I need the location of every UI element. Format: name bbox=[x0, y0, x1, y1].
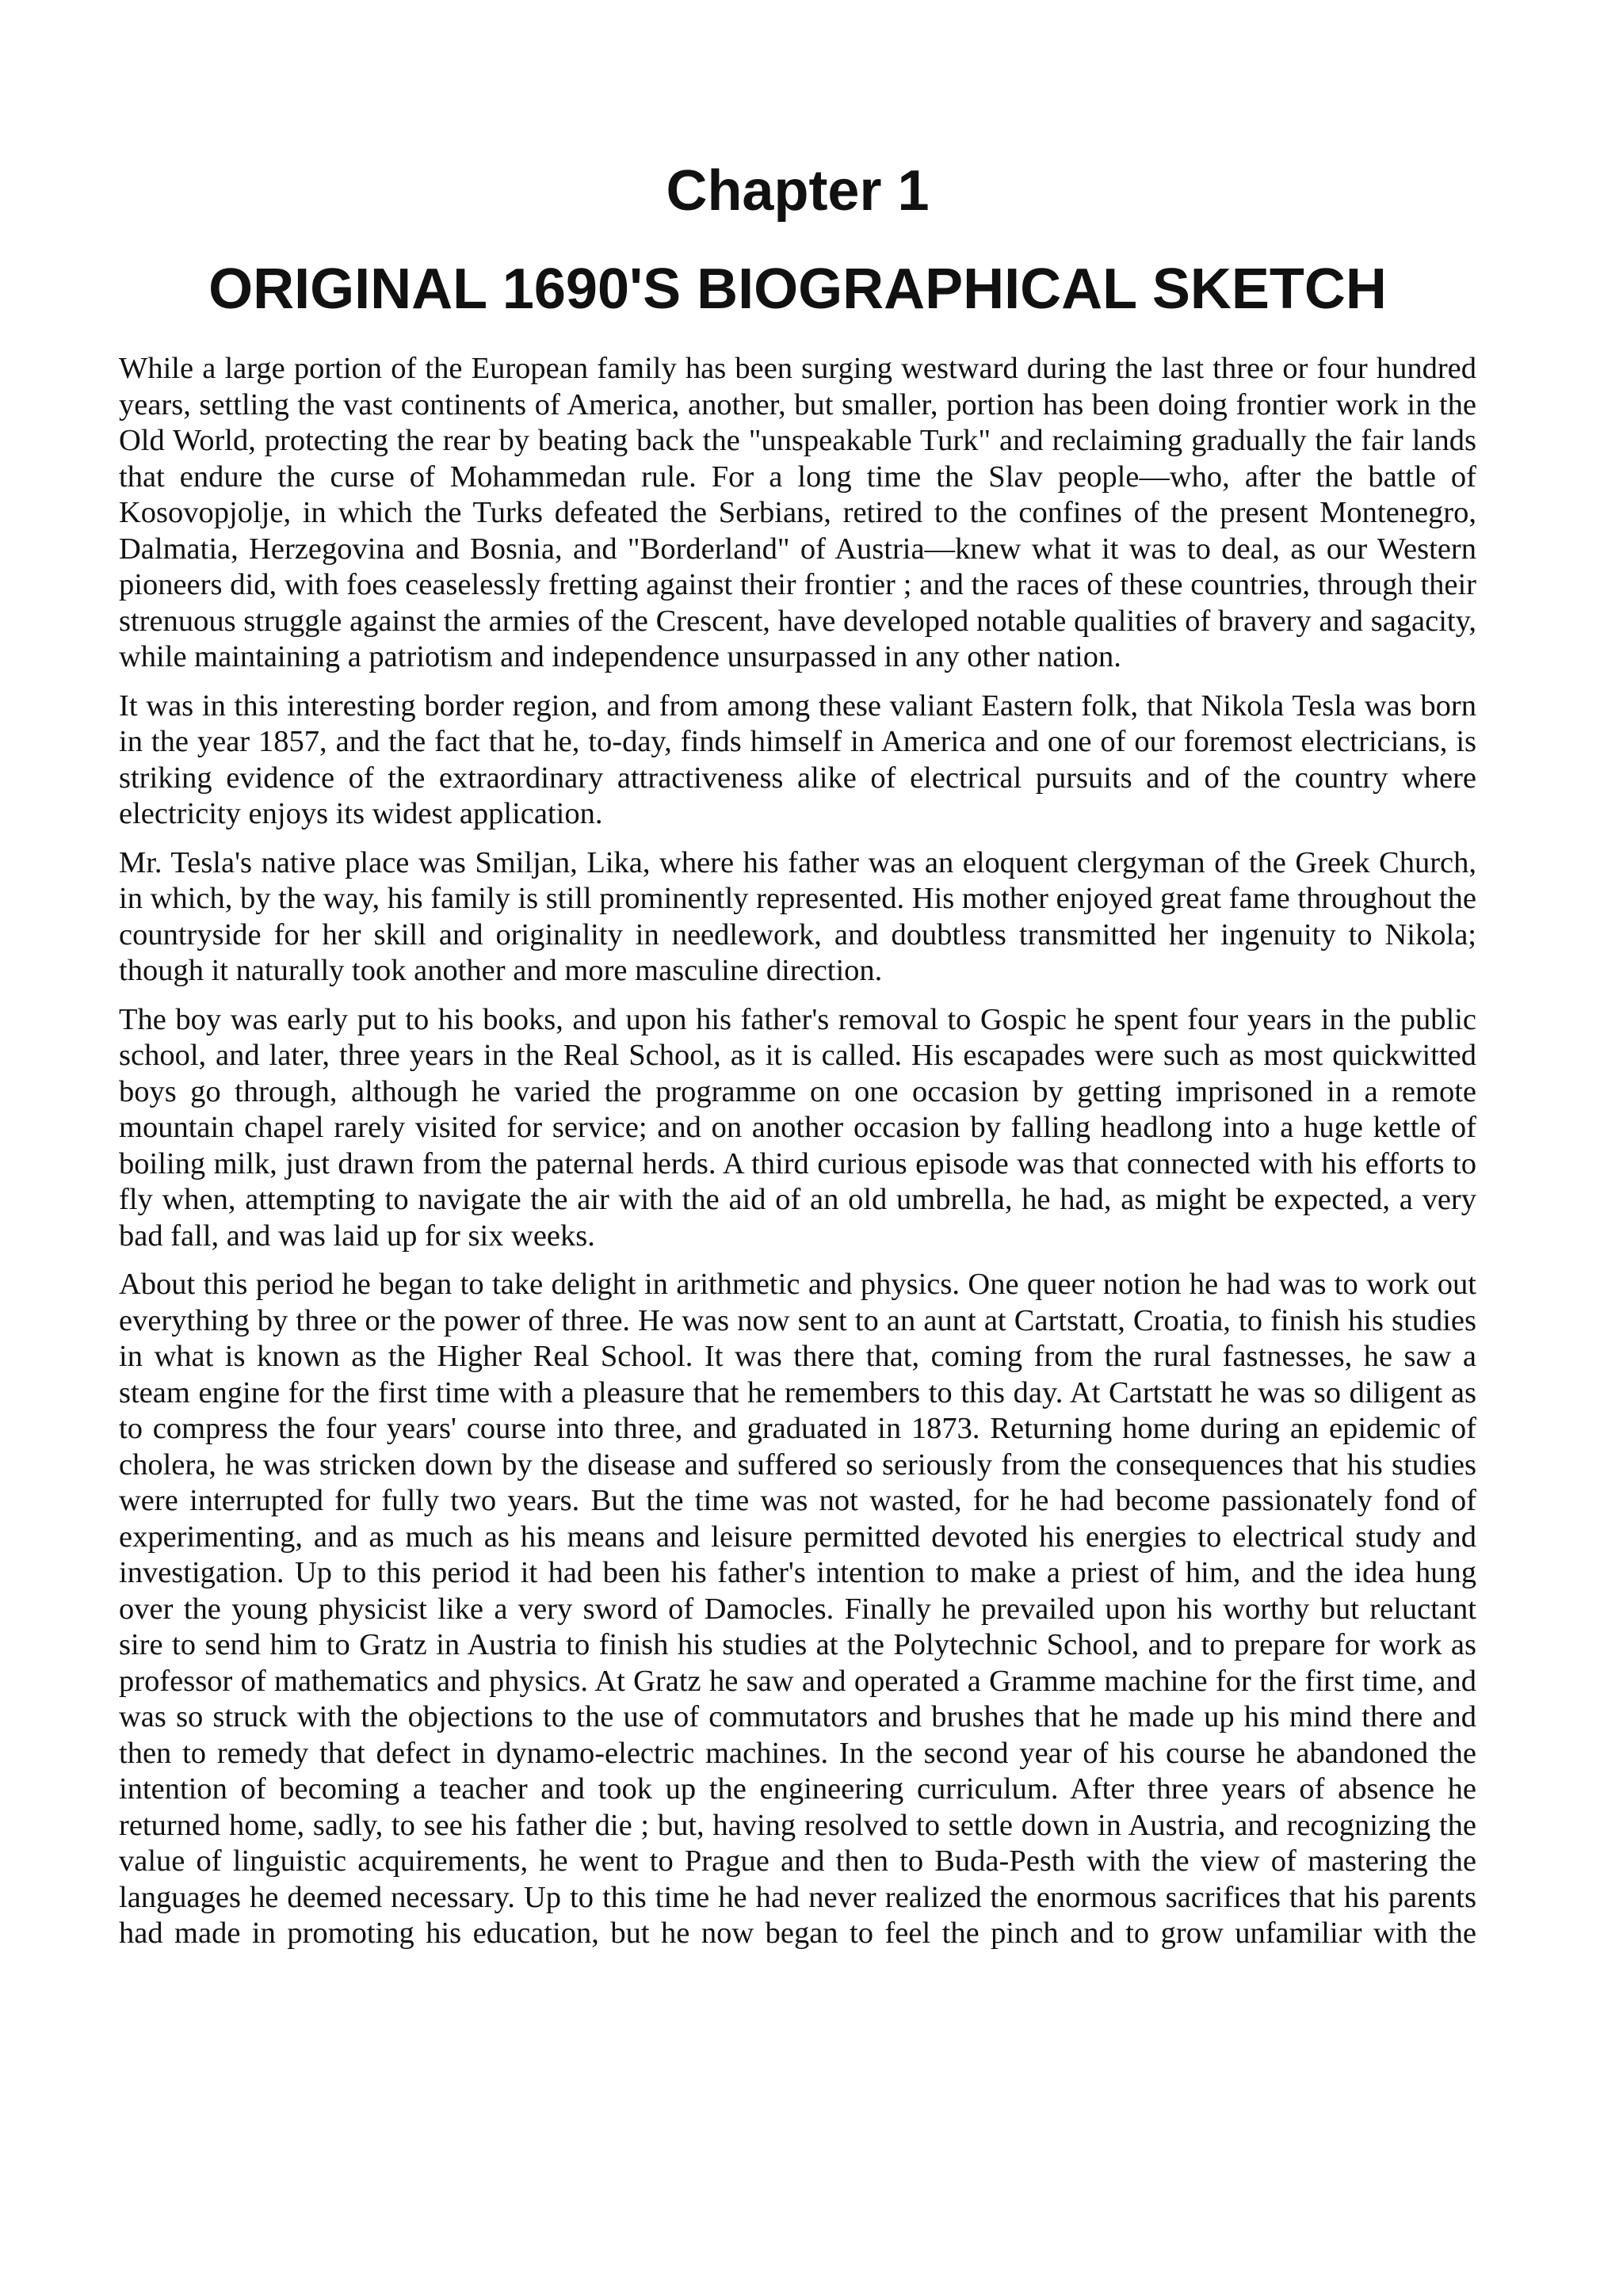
chapter-title: ORIGINAL 1690'S BIOGRAPHICAL SKETCH bbox=[208, 257, 1387, 321]
chapter-number: Chapter 1 bbox=[666, 159, 930, 223]
body-text bbox=[119, 351, 1476, 1952]
paragraph-2: It was in this interesting border region, and from among these valiant Eastern folk, that Nikola Tesla was born in the year 1857, and the fact that he, to-day, finds himself in America and one of our foremost electricians, is striking evidence of the extraordinary attractiveness alike of electrical pursuits and of the country where electricity enjoys its widest application. bbox=[119, 688, 1476, 830]
paragraph-4: The boy was early put to his books, and upon his father's removal to Gospic he spent four years in the public school, and later, three years in the Real School, as it is called. His escapades were such as most quickwitted boys go through, although he varied the programme on one occasion by getting imprisoned in a remote mountain chapel rarely visited for service; and on another occasion by falling headlong into a huge kettle of boiling milk, just drawn from the paternal herds. A third curious episode was that connected with his efforts to fly when, attempting to navigate the air with the aid of an old umbrella, he had, as might be expected, a very bad fall, and was laid up for six weeks. bbox=[119, 1002, 1476, 1253]
paragraph-5: About this period he began to take delight in arithmetic and physics. One queer notion he had was to work out everything by three or the power of three. He was now sent to an aunt at Cartstatt, Croatia, to finish his studies in what is known as the Higher Real School. It was there that, coming from the rural fastnesses, he saw a steam engine for the first time with a pleasure that he remembers to this day. At Cartstatt he was so diligent as to compress the four years' course into three, and graduated in 1873. Returning home during an epidemic of cholera, he was stricken down by the disease and suffered so seriously from the consequences that his studies were interrupted for fully two years. But the time was not wasted, for he had become passionately fond of experimenting, and as much as his means and leisure permitted devoted his energies to electrical study and investigation. Up to this period it had been his father's intention to make a priest of him, and the idea hung over the young physicist like a very sword of Damocles. Finally he prevailed upon his worthy but reluctant sire to send him to Gratz in Austria to finish his studies at the Polytechnic School, and to prepare for work as professor of mathematics and physics. At Gratz he saw and operated a Gramme machine for the first time, and was so struck with the objections to the use of commutators and brushes that he made up his mind there and then to remedy that defect in dynamo-electric machines. In the second year of his course he abandoned the intention of becoming a teacher and took up the engineering curriculum. After three years of absence he returned home, sadly, to see his father die ; but, having resolved to settle down in Austria, and recognizing the value of linguistic acquirements, he went to Prague and then to Buda-Pesth with the view of mastering the languages he deemed necessary. Up to this time he had never realized the enormous sacrifices that his parents had made in promoting his education, but he now began to feel the pinch and to grow unfamiliar with the bbox=[119, 1268, 1476, 1950]
paragraph-1: While a large portion of the European family has been surging westward during the last three or four hundred years, settling the vast continents of America, another, but smaller, portion has been doing frontier work in the Old World, protecting the rear by beating back the "unspeakable Turk" and reclaiming gradually the fair lands that endure the curse of Mohammedan rule. For a long time the Slav people—who, after the battle of Kosovopjolje, in which the Turks defeated the Serbians, retired to the confines of the present Montenegro, Dalmatia, Herzegovina and Bosnia, and "Borderland" of Austria—knew what it was to deal, as our Western pioneers did, with foes ceaselessly fretting against their frontier ; and the races of these countries, through their strenuous struggle against the armies of the Crescent, have developed notable qualities of bravery and sagacity, while maintaining a patriotism and independence unsurpassed in any other nation. bbox=[119, 352, 1476, 673]
paragraph-3: Mr. Tesla's native place was Smiljan, Lika, where his father was an eloquent clergyman of the Greek Church, in which, by the way, his family is still prominently represented. His mother enjoyed great fame throughout the countryside for her skill and originality in needlework, and doubtless transmitted her ingenuity to Nikola; though it naturally took another and more masculine direction. bbox=[119, 845, 1476, 987]
